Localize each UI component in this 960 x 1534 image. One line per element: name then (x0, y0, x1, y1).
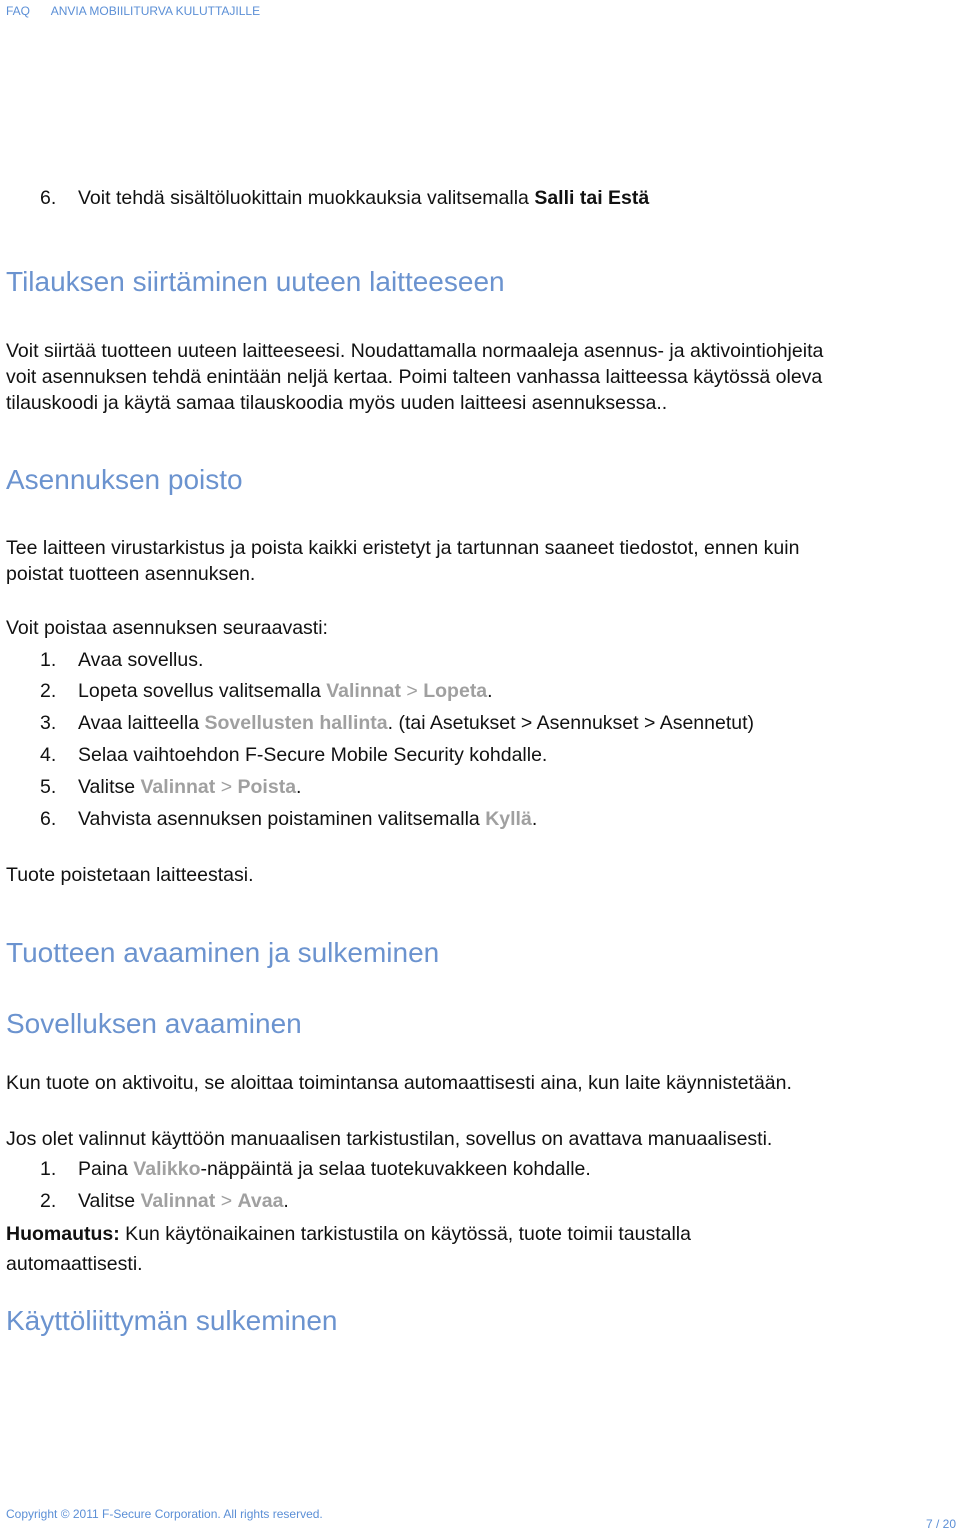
step-number: 5. (40, 776, 57, 798)
step-text: Valitse (78, 1190, 141, 1212)
avaa-menu-label: Avaa (237, 1190, 284, 1212)
appopen-step-1 (40, 1158, 591, 1181)
note-label: Huomautus: (6, 1223, 120, 1245)
step-number: 2. (40, 1190, 57, 1212)
poista-menu-label: Poista (237, 776, 297, 798)
uninstall-heading: Asennuksen poisto (6, 464, 243, 495)
uiclose-heading: Käyttöliittymän sulkeminen (6, 1305, 338, 1336)
appopen-step-2 (40, 1190, 289, 1213)
note-text: Kun käytönaikainen tarkistustila on käytössä, tuote toimii taustalla (119, 1223, 691, 1245)
transfer-line-2: voit asennuksen tehdä enintään neljä kertaa. Poimi talteen vanhassa laitteessa käytössä oleva (6, 366, 823, 388)
transfer-line-1: Voit siirtää tuotteen uuteen laitteeseesi. Noudattamalla normaaleja asennus- ja aktivointiohjeita (6, 340, 824, 362)
step-text: Selaa vaihtoehdon F-Secure Mobile Security kohdalle. (78, 744, 548, 766)
step-text-end: -näppäintä ja selaa tuotekuvakkeen kohdalle. (200, 1158, 591, 1180)
transfer-line-3: tilauskoodi ja käytä samaa tilauskoodia myös uuden laitteesi asennuksessa.. (6, 392, 668, 414)
step-text: Avaa sovellus. (78, 649, 204, 671)
footer-copyright: Copyright © 2011 F-Secure Corporation. All rights reserved. (6, 1507, 323, 1521)
step-number: 6. (40, 187, 57, 209)
page-number: 7 / 20 (925, 1517, 956, 1531)
step-salli-esta (40, 187, 649, 210)
uninstall-intro-2: poistat tuotteen asennuksen. (6, 563, 256, 585)
kylla-label: Kyllä (485, 808, 532, 830)
uninstall-lead: Voit poistaa asennuksen seuraavasti: (6, 617, 328, 639)
uninstall-step-1 (40, 649, 203, 672)
separator: > (215, 1190, 238, 1212)
appopen-paragraph-1: Kun tuote on aktivoitu, se aloittaa toimintansa automaattisesti aina, kun laite käynnistetään. (6, 1072, 792, 1094)
separator: > (215, 776, 238, 798)
valinnat-menu-label: Valinnat (140, 1190, 216, 1212)
uninstall-step-3 (40, 712, 754, 735)
step-text-end: . (283, 1190, 289, 1212)
separator: > (401, 680, 424, 702)
step-text: Valitse (78, 776, 141, 798)
valinnat-menu-label: Valinnat (326, 680, 401, 702)
appopen-heading: Sovelluksen avaaminen (6, 1008, 302, 1039)
uninstall-step-2 (40, 680, 493, 703)
sovellusten-hallinta-label: Sovellusten hallinta (204, 712, 388, 734)
page-header (6, 4, 278, 18)
step-number: 4. (40, 744, 57, 766)
salli-esta-label: Salli tai Estä (534, 187, 650, 209)
step-number: 3. (40, 712, 57, 734)
step-text: Avaa laitteella (78, 712, 205, 734)
valinnat-menu-label: Valinnat (140, 776, 216, 798)
step-text: Paina (78, 1158, 134, 1180)
step-text-end: . (tai Asetukset > Asennukset > Asennetut) (387, 712, 755, 734)
uninstall-intro-1: Tee laitteen virustarkistus ja poista kaikki eristetyt ja tartunnan saaneet tiedostot, ennen kuin (6, 537, 800, 559)
header-title: ANVIA MOBIILITURVA KULUTTAJILLE (50, 4, 261, 18)
step-text: Lopeta sovellus valitsemalla (78, 680, 327, 702)
openclose-heading: Tuotteen avaaminen ja sulkeminen (6, 937, 440, 968)
faq-link[interactable]: FAQ (6, 4, 31, 18)
lopeta-menu-label: Lopeta (423, 680, 488, 702)
valikko-key-label: Valikko (133, 1158, 201, 1180)
uninstall-step-5 (40, 776, 301, 799)
appopen-paragraph-2: Jos olet valinnut käyttöön manuaalisen tarkistustilan, sovellus on avattava manuaalisesti. (6, 1128, 773, 1150)
uninstall-step-6 (40, 808, 537, 831)
step-text-end: . (531, 808, 538, 830)
step-text-end: . (296, 776, 302, 798)
uninstall-step-4 (40, 744, 547, 767)
appopen-note-line-2: automaattisesti. (6, 1253, 143, 1275)
step-number: 1. (40, 1158, 57, 1180)
step-text: Vahvista asennuksen poistaminen valitsemalla (78, 808, 486, 830)
uninstall-outro: Tuote poistetaan laitteestasi. (6, 864, 254, 886)
appopen-note (6, 1221, 691, 1247)
step-number: 1. (40, 649, 57, 671)
step-text: Voit tehdä sisältöluokittain muokkauksia valitsemalla (78, 187, 535, 209)
step-number: 2. (40, 680, 57, 702)
step-number: 6. (40, 808, 57, 830)
step-text-end: . (487, 680, 493, 702)
transfer-heading: Tilauksen siirtäminen uuteen laitteeseen (6, 266, 505, 297)
